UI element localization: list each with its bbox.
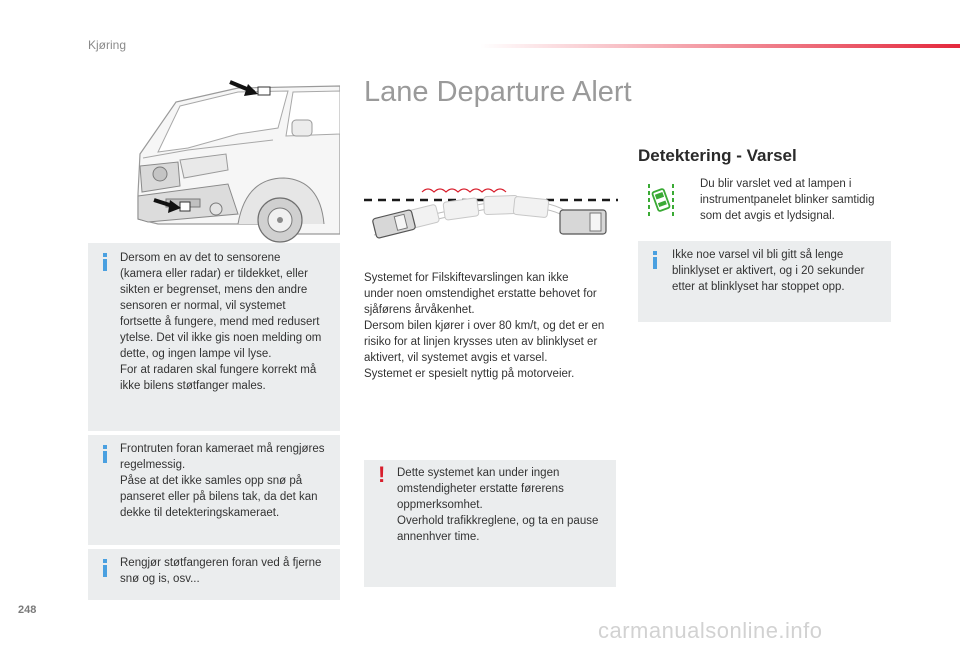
info-icon <box>98 559 112 577</box>
info-icon <box>98 253 112 271</box>
info-text-indicator: Ikke noe varsel vil bli gitt så lenge blinklyset er aktivert, og i 20 sekunder etter at blinklyset har stoppet opp. <box>672 249 865 293</box>
info-icon <box>648 251 662 269</box>
lane-departure-illustration <box>364 180 618 244</box>
section-heading-detection: Detektering - Varsel <box>638 146 797 165</box>
info-text-windshield: Frontruten foran kameraet må rengjøres regelmessig. Påse at det ikke samles opp snø på panseret eller på bilens tak, da det kan dekke til detekteringskameraet. <box>120 443 325 519</box>
info-text-bumper: Rengjør støtfangeren foran ved å fjerne snø og is, osv... <box>120 557 322 585</box>
info-icon <box>98 445 112 463</box>
info-box-indicator <box>638 241 891 322</box>
system-description: Systemet for Filskiftevarslingen kan ikke under noen omstendighet erstatte behovet for sjåførens årvåkenhet. Dersom bilen kjører i over 80 km/t, og det er en risiko for at linjen krysses uten av blinklyset er aktivert, vil systemet avgis et varsel. Systemet er spesielt nyttig på motorveier. <box>364 272 605 380</box>
watermark: carmanualsonline.info <box>598 618 823 643</box>
page-number: 248 <box>18 604 37 616</box>
lane-departure-warning-lamp-icon <box>646 182 676 218</box>
warning-exclamation-icon: ! <box>378 462 386 487</box>
info-box-sensors <box>88 243 340 431</box>
page-title: Lane Departure Alert <box>364 76 632 108</box>
info-text-sensors: Dersom en av det to sensorene (kamera eller radar) er tildekket, eller sikten er begrenset, mens den andre sensoren er normal, vil systemet fortsette å fungere, mend med redusert ytelse. Det vil ikke gis noen melding om dette, og ingen lampe vil lyse. For at radaren skal fungere korrekt må ikke bilens støtfanger males. <box>120 252 322 392</box>
van-sensor-illustration <box>88 74 340 244</box>
warning-text: Dette systemet kan under ingen omstendigheter erstatte førerens oppmerksomhet. Overhold trafikkreglene, og ta en pause annenhver time. <box>397 467 599 543</box>
header-accent-line <box>480 44 960 48</box>
info-box-windshield <box>88 435 340 545</box>
info-box-bumper <box>88 549 340 600</box>
warning-box <box>364 460 616 587</box>
section-label: Kjøring <box>88 38 127 52</box>
detection-text: Du blir varslet ved at lampen i instrumentpanelet blinker samtidig som det avgis et lydsignal. <box>700 178 875 222</box>
